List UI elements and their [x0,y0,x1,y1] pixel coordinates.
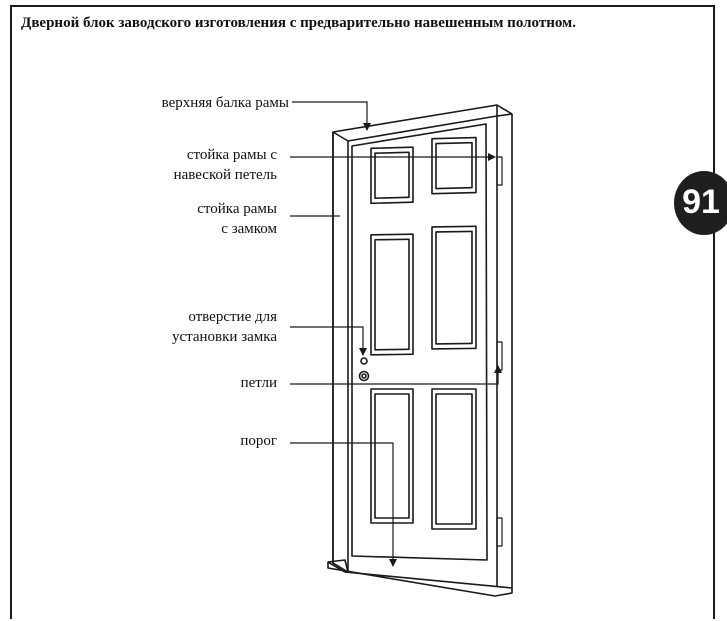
label-top-beam: верхняя балка рамы [161,95,289,111]
door-frame-outer [333,105,512,590]
label-lock-jamb: стойка рамы с замком [197,201,277,237]
diagram-title: Дверной блок заводского изготовления с предварительно навешенным полотном. [21,15,577,31]
page-number: 91 [682,183,720,221]
label-threshold: порог [240,433,277,449]
label-hinges: петли [240,375,277,391]
leader-top-beam [292,102,367,130]
label-hinge-jamb: стойка рамы с навеской петель [173,147,277,183]
label-lock-hole: отверстие для установки замка [171,309,277,345]
